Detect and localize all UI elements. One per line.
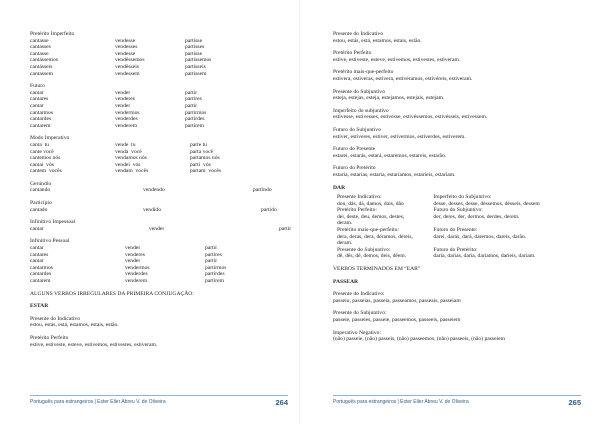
conjugation-cell: cantássemos	[30, 57, 58, 64]
conjugation-cell: vendermos	[125, 264, 150, 271]
dar-conjugation-cell: desse, desses, desse, déssemos, désseis, dessem	[433, 200, 540, 207]
conjugation-text: passeie, passeies, passeie, passeemos, passeeis, passeiem	[333, 317, 461, 323]
conjugation-cell: cantar	[30, 89, 44, 96]
verb-heading-estar: ESTAR	[30, 303, 49, 310]
conjugation-row	[30, 155, 292, 162]
conjugation-cell: cantem vocês	[30, 168, 62, 175]
page-number: 265	[568, 398, 581, 407]
section-heading: Imperativo Negativo:	[333, 329, 381, 336]
dar-conjugation-table	[333, 194, 581, 260]
conjugation-cell: canta tu	[30, 141, 49, 148]
conjugation-row	[30, 162, 292, 169]
conjugation-row	[30, 90, 292, 97]
conjugation-cell: vender	[149, 225, 165, 232]
dar-conjugation-cell: Presente Indicativo:	[337, 194, 382, 201]
conjugation-cell: cantando	[30, 187, 51, 194]
dar-conjugation-cell: Imperfeito do Subjuntivo:	[433, 194, 492, 201]
dar-conjugation-row	[333, 214, 581, 221]
conjugation-table	[30, 90, 292, 130]
conjugation-cell: parta você	[190, 148, 214, 155]
conjugation-cell: partires	[185, 96, 202, 103]
section-heading: Pretérito Imperfeito	[30, 31, 75, 37]
section-heading: Presente do Indicativo	[30, 315, 81, 322]
conjugation-cell: vendêsseis	[115, 63, 139, 70]
section-heading: Presente do Indicativo	[333, 31, 384, 37]
section-heading: Pretérito mais-que-perfeito	[333, 69, 394, 76]
conjugation-cell: partíssemos	[185, 57, 212, 64]
dar-conjugation-cell: dera, deras, dera, déramos, déreis,	[337, 233, 413, 240]
conjugation-cell: vendamos nós	[115, 155, 147, 162]
conjugation-text: passeio, passeias, passeia, passeamos, passeais, passeiam	[333, 297, 461, 304]
conjugation-text: estive, estiveste, esteve, estivemos, estivestes, estiveram.	[30, 341, 158, 348]
conjugation-cell: cantar	[30, 102, 44, 109]
conjugation-cell: cantar	[30, 225, 44, 232]
dar-conjugation-cell: Futuro do Subjuntivo:	[433, 207, 483, 214]
section-heading: Futuro	[30, 83, 45, 90]
dar-conjugation-cell: dei, deste, deu, demos, destes,	[337, 213, 405, 220]
right-page	[300, 0, 600, 424]
conjugation-text: estaria, estarias, estaria, estaríamos, estaríeis, estariam.	[333, 171, 456, 178]
footer-text: Português para estrangeiros | Ester Eiler Abreu V. de Oliveira	[333, 399, 469, 405]
conjugation-row	[30, 116, 292, 123]
dar-conjugation-cell: Futuro do Presente:	[433, 227, 478, 234]
conjugation-cell: parti vós	[190, 161, 211, 168]
section-heading: Futuro do Presente	[333, 146, 376, 153]
conjugation-cell: partirdes	[205, 271, 225, 278]
conjugation-cell: cantasse	[30, 50, 49, 57]
conjugation-row	[30, 57, 292, 64]
conjugation-cell: vender	[115, 102, 131, 109]
dar-conjugation-row	[333, 240, 581, 247]
conjugation-cell: venderdes	[115, 116, 138, 123]
conjugation-cell: vender	[115, 89, 131, 96]
section-heading: Pretérito Perfeito	[333, 50, 372, 57]
page-footer	[30, 395, 288, 409]
conjugation-cell: vendei vós	[115, 161, 141, 168]
conjugation-row	[30, 226, 292, 233]
section-heading: Futuro do Pretérito	[333, 165, 376, 172]
conjugation-text: esteja, estejas, esteja, estejamos, estejais, estejam.	[333, 95, 445, 102]
conjugation-row	[30, 207, 292, 214]
conjugation-row	[30, 278, 292, 285]
conjugation-cell: partindo	[253, 187, 272, 194]
conjugation-table	[30, 142, 292, 175]
conjugation-cell: cantardes	[30, 271, 52, 278]
conjugation-text: estiver, estiveres, estiver, estivermos, estiverdes, estiverem.	[333, 133, 466, 140]
left-page-content	[30, 31, 292, 348]
conjugation-text: (não) passeie, (não) passeis, (não) passeemos, (não) passeeis, (não) passeiem	[333, 336, 505, 343]
dar-conjugation-cell: deram.	[337, 240, 353, 247]
dar-conjugation-row	[333, 201, 581, 208]
conjugation-cell: vendesse	[115, 37, 136, 44]
conjugation-cell: cantarmos	[30, 264, 53, 271]
conjugation-cell: parte tu	[190, 141, 207, 148]
conjugation-row	[30, 123, 292, 130]
conjugation-cell: venderes	[115, 96, 135, 103]
conjugation-cell: partirmos	[205, 264, 227, 271]
dar-conjugation-row	[333, 253, 581, 260]
conjugation-cell: cantarem	[30, 122, 51, 129]
section-heading: Pretérito Perfeito	[30, 334, 69, 341]
conjugation-cell: cante você	[30, 148, 54, 155]
dar-conjugation-cell: Pretérito mais-que-perfeito:	[337, 227, 399, 234]
conjugation-cell: cantemos nós	[30, 155, 61, 162]
conjugation-row	[30, 64, 292, 71]
conjugation-row	[30, 51, 292, 58]
conjugation-row	[30, 38, 292, 45]
dar-conjugation-cell: Presente do Subjuntivo:	[337, 246, 391, 253]
conjugation-cell: vendendo	[143, 187, 165, 194]
dar-conjugation-row	[333, 220, 581, 227]
section-heading: Modo Imperativo	[30, 135, 70, 142]
conjugation-cell: vendermos	[115, 109, 140, 116]
conjugation-cell: partir	[185, 89, 198, 96]
conjugation-cell: partisses	[185, 44, 205, 51]
conjugation-table	[30, 245, 292, 285]
conjugation-cell: partir	[279, 225, 292, 232]
conjugation-cell: partirdes	[185, 116, 205, 123]
section-heading: Infinitivo Pessoal	[30, 238, 70, 245]
conjugation-row	[30, 168, 292, 175]
conjugation-cell: partisse	[185, 37, 203, 44]
conjugation-cell: cantasse	[30, 37, 49, 44]
dar-conjugation-cell: Pretérito Perfeito:	[337, 207, 377, 214]
dar-conjugation-row	[333, 247, 581, 254]
section-heading: Presente do Subjuntivo:	[333, 310, 387, 317]
right-page-content	[333, 31, 581, 343]
dar-conjugation-cell	[433, 220, 581, 227]
conjugation-cell: partirem	[205, 278, 224, 284]
conjugation-cell: vende tu	[115, 141, 136, 148]
conjugation-cell: partam vocês	[190, 168, 222, 175]
dar-conjugation-row	[333, 234, 581, 241]
dar-conjugation-cell: daria, darias, daria, daríamos, daríeis, dariam.	[433, 253, 536, 260]
dar-conjugation-cell	[433, 240, 581, 247]
verb-heading-dar: DAR	[333, 184, 346, 191]
dar-conjugation-cell: dê, dês, dê, demos, deis, dêem.	[337, 253, 407, 260]
section-heading: Infinitivo Impessoal	[30, 219, 76, 226]
conjugation-cell: cantares	[30, 96, 49, 103]
conjugation-cell: partires	[205, 251, 222, 258]
conjugation-row	[30, 245, 292, 252]
conjugation-cell: venderdes	[125, 271, 148, 278]
page-number: 264	[275, 398, 288, 407]
conjugation-row	[30, 142, 292, 149]
section-heading: Imperfeito do subjuntivo	[333, 107, 389, 114]
conjugation-cell: partir	[205, 245, 218, 252]
conjugation-row	[30, 265, 292, 272]
conjugation-cell: vender	[125, 245, 141, 252]
page-footer	[333, 395, 581, 409]
conjugation-row	[30, 71, 292, 78]
section-heading: Gerúndio	[30, 180, 52, 187]
dar-conjugation-row	[333, 194, 581, 201]
conjugation-cell: vendido	[143, 206, 162, 213]
conjugation-cell: partísseis	[185, 63, 206, 70]
conjugation-cell: venderes	[125, 251, 145, 258]
dar-conjugation-row	[333, 227, 581, 234]
conjugation-cell: vendêssemos	[115, 57, 145, 64]
conjugation-cell: partido	[261, 206, 277, 213]
conjugation-cell: cantado	[30, 206, 48, 213]
conjugation-cell: cantassem	[30, 70, 53, 77]
conjugation-cell: partir	[205, 258, 218, 265]
dar-conjugation-cell: der, deres, der, dermos, derdes, derem.	[433, 213, 520, 220]
conjugation-cell: cantarem	[30, 278, 51, 284]
conjugation-cell: vendessem	[115, 70, 140, 77]
conjugation-cell: cantarmos	[30, 109, 53, 116]
conjugation-text: estou, estás, está, estamos, estais, estão.	[333, 37, 422, 44]
dar-conjugation-cell: darei, darás, dará, daremos, dareis, darão.	[433, 233, 527, 240]
conjugation-cell: cantares	[30, 251, 49, 258]
conjugation-cell: cantásseis	[30, 63, 53, 70]
conjugation-cell: vendesse	[115, 50, 136, 57]
conjugation-text: estou, estás, está, estamos, estais, estão.	[30, 322, 119, 329]
conjugation-cell: partirem	[185, 122, 204, 129]
conjugation-text: estivesse, estivesses, estivesse, estivéssemos, estivésseis, estivessem.	[333, 114, 488, 121]
conjugation-row	[30, 252, 292, 259]
conjugation-cell: vendesses	[115, 44, 138, 51]
ear-verbs-heading: VERBOS TERMINADOS EM “EAR”	[333, 266, 421, 273]
conjugation-cell: cantar	[30, 245, 44, 252]
section-heading: Presente do Indicativo:	[333, 291, 385, 298]
dar-conjugation-cell: dou, dás, dá, damos, dais, dão	[337, 200, 404, 207]
conjugation-cell: vendam vocês	[115, 168, 149, 175]
conjugation-cell: cantasses	[30, 44, 51, 51]
conjugation-row	[30, 258, 292, 265]
section-heading: Presente do Subjuntivo	[333, 88, 385, 95]
conjugation-row	[30, 187, 292, 194]
conjugation-cell: cantar	[30, 258, 44, 265]
irregular-verbs-heading: ALGUNS VERBOS IRREGULARES DA PRIMEIRA CONJUGAÇÃO:	[30, 290, 194, 297]
conjugation-cell: partamos nós	[190, 155, 220, 162]
conjugation-text: estivera, estiveras, estivera, estivéramos, estivéreis, estiveram.	[333, 75, 473, 82]
conjugation-cell: vender	[125, 258, 141, 265]
section-heading: Particípio	[30, 200, 52, 207]
conjugation-cell: partir	[185, 102, 198, 109]
conjugation-cell: partirmos	[185, 109, 207, 116]
dar-conjugation-row	[333, 207, 581, 214]
conjugation-row	[30, 271, 292, 278]
section-heading: Futuro do Subjuntivo	[333, 126, 381, 133]
conjugation-text: estive, estiveste, esteve, estivemos, estivestes, estiveram.	[333, 56, 461, 63]
conjugation-table	[30, 38, 292, 78]
conjugation-cell: venderem	[125, 278, 148, 284]
conjugation-row	[30, 96, 292, 103]
conjugation-row	[30, 149, 292, 156]
conjugation-cell: partisse	[185, 50, 203, 57]
conjugation-row	[30, 103, 292, 110]
conjugation-row	[30, 44, 292, 51]
conjugation-text: estarei, estarás, estará, estaremos, estareis, estarão.	[333, 152, 447, 159]
verb-heading-passear: PASSEAR	[333, 278, 359, 285]
conjugation-cell: cantai vós	[30, 161, 54, 168]
conjugation-row	[30, 110, 292, 117]
dar-conjugation-cell: deram.	[337, 220, 353, 227]
conjugation-cell: partissem	[185, 70, 207, 77]
dar-conjugation-cell: Futuro do Pretérito:	[433, 246, 478, 253]
footer-text: Português para estrangeiros | Ester Eiler Abreu V. de Oliveira	[30, 399, 166, 405]
conjugation-cell: cantardes	[30, 116, 52, 123]
conjugation-cell: venda você	[115, 148, 142, 155]
conjugation-cell: venderem	[115, 122, 138, 129]
